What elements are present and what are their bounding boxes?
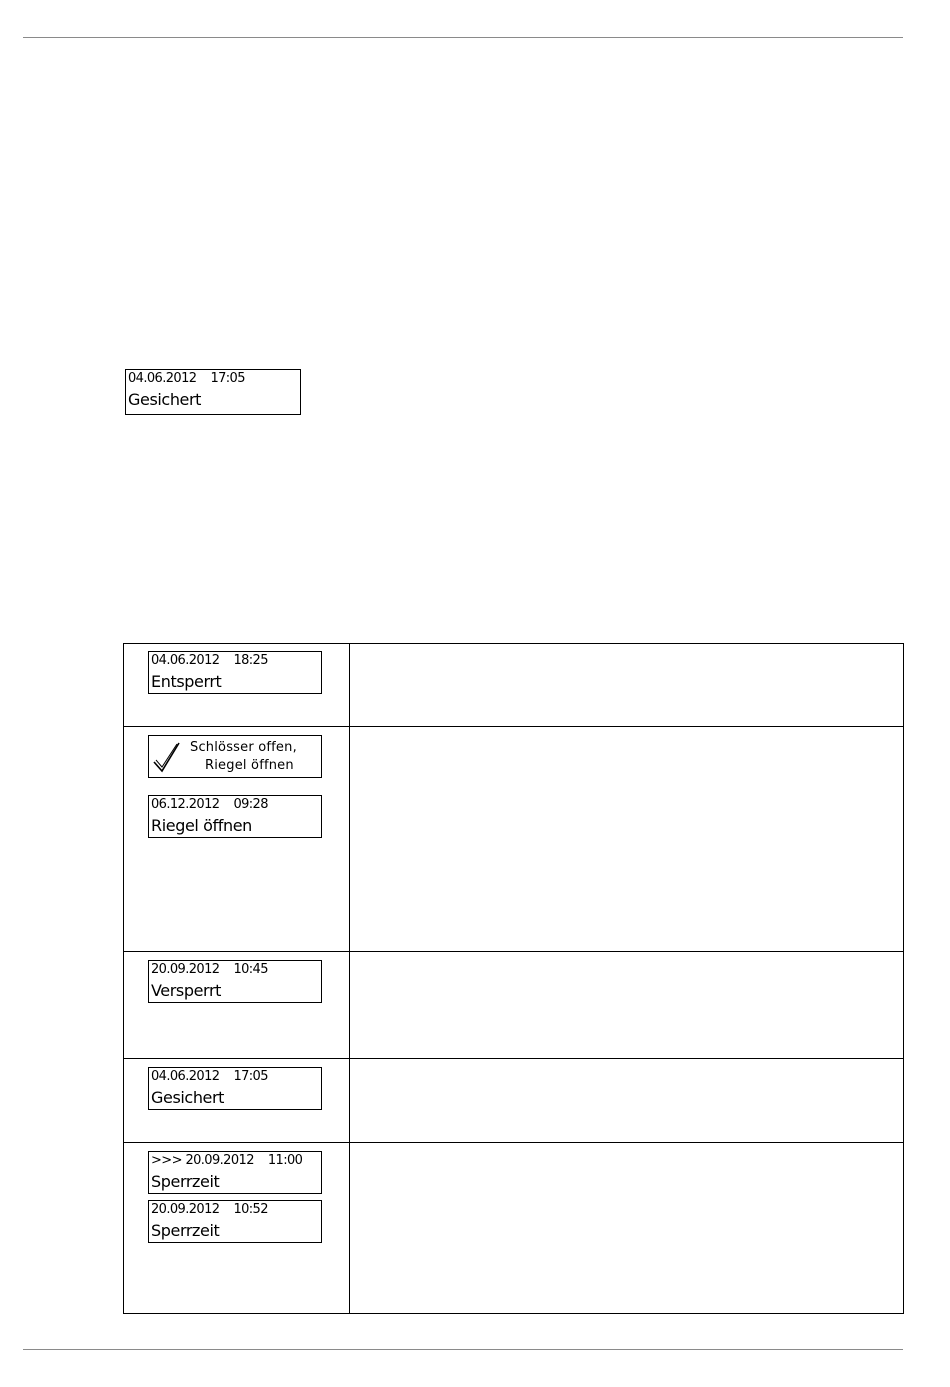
lcd-date: 20.09.2012	[151, 1202, 220, 1217]
lcd-status: Sperrzeit	[151, 1172, 220, 1191]
lcd-time: 09:28	[233, 797, 268, 812]
lcd-time: 10:45	[233, 962, 268, 977]
lcd-time: 18:25	[233, 653, 268, 668]
lcd-status: Gesichert	[128, 390, 202, 409]
lcd-status: Riegel öffnen	[151, 816, 252, 835]
table-row-divider	[124, 1142, 903, 1143]
lcd-message-line2: Riegel öffnen	[205, 758, 294, 773]
lcd-datetime	[151, 1069, 268, 1085]
lcd-datetime	[151, 797, 268, 813]
lcd-date: 04.06.2012	[151, 653, 220, 668]
lcd-status: Versperrt	[151, 981, 222, 1000]
lcd-datetime	[151, 962, 268, 978]
table-row-divider	[124, 951, 903, 952]
lcd-date: 04.06.2012	[128, 371, 197, 386]
header-rule	[23, 37, 903, 38]
table-row-divider	[124, 726, 903, 727]
lcd-date: 20.09.2012	[185, 1153, 254, 1168]
lcd-message-display	[148, 735, 322, 778]
lcd-status: Sperrzeit	[151, 1221, 220, 1240]
lcd-datetime	[128, 371, 245, 387]
lcd-message-line1: Schlösser offen,	[190, 740, 297, 755]
lcd-display	[148, 960, 322, 1003]
lcd-display-standalone	[125, 369, 301, 415]
lcd-datetime	[151, 1153, 302, 1169]
footer-rule	[23, 1349, 903, 1350]
lcd-time: 17:05	[210, 371, 245, 386]
checkmark-icon	[152, 740, 182, 774]
lcd-time: 10:52	[233, 1202, 268, 1217]
lcd-display	[148, 795, 322, 838]
lcd-display	[148, 1200, 322, 1243]
lcd-display	[148, 1067, 322, 1110]
lcd-date: 06.12.2012	[151, 797, 220, 812]
lcd-status: Entsperrt	[151, 672, 222, 691]
lcd-date: 04.06.2012	[151, 1069, 220, 1084]
lcd-display	[148, 651, 322, 694]
table-column-divider	[349, 644, 350, 1313]
lcd-prefix: >>>	[151, 1153, 182, 1168]
lcd-status: Gesichert	[151, 1088, 225, 1107]
lcd-date: 20.09.2012	[151, 962, 220, 977]
lcd-datetime	[151, 1202, 268, 1218]
lcd-time: 17:05	[233, 1069, 268, 1084]
lcd-display	[148, 1151, 322, 1194]
table-row-divider	[124, 1058, 903, 1059]
lcd-datetime	[151, 653, 268, 669]
lcd-time: 11:00	[267, 1153, 303, 1168]
